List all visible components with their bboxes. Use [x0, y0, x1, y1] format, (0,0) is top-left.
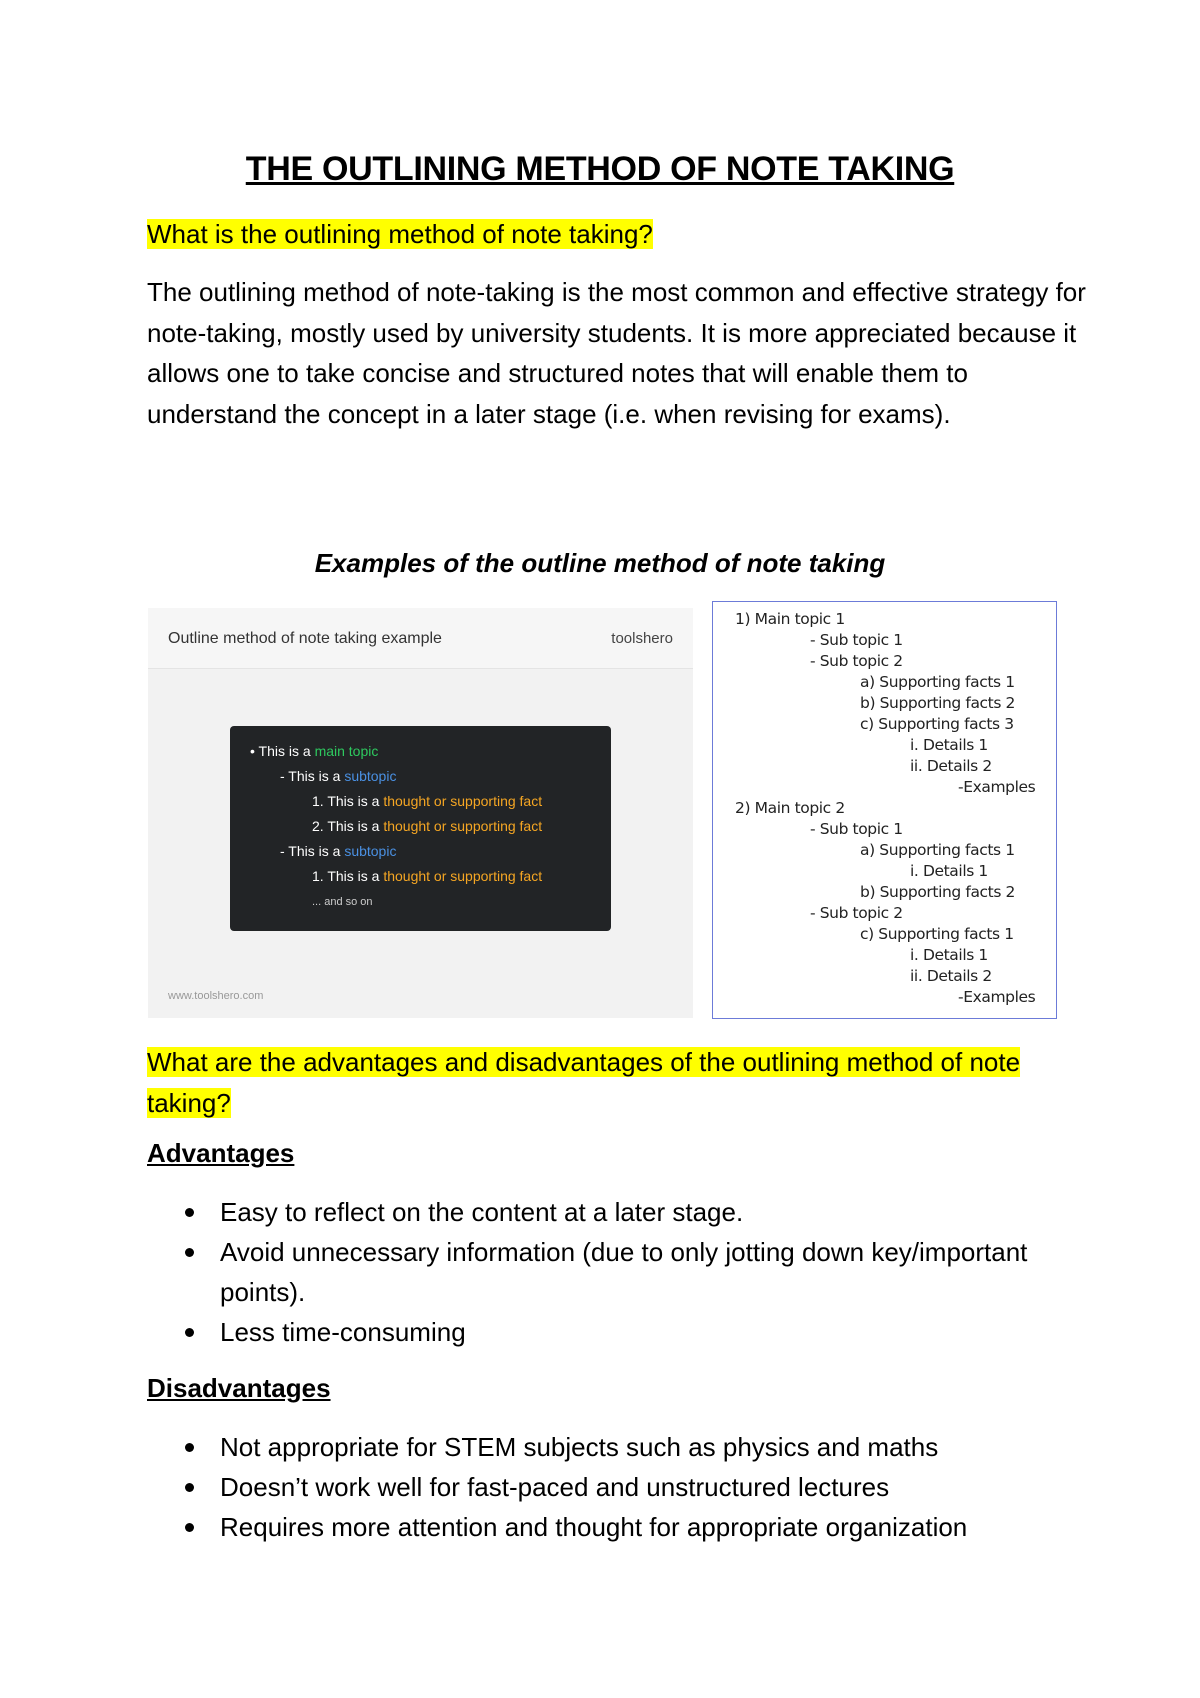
outline-line: - Sub topic 2: [810, 904, 903, 922]
outline-structure-box: [712, 601, 1057, 1019]
list-item: Not appropriate for STEM subjects such as physics and maths: [147, 1427, 1107, 1467]
bullet-icon: [185, 1443, 194, 1452]
list-item: Easy to reflect on the content at a later stage.: [147, 1192, 1107, 1232]
outline-line: c) Supporting facts 1: [860, 925, 1014, 943]
advantages-heading: Advantages: [147, 1138, 295, 1168]
document-title: THE OUTLINING METHOD OF NOTE TAKING: [245, 150, 955, 188]
outline-line: - Sub topic 2: [810, 652, 903, 670]
outline-line: i. Details 1: [910, 862, 988, 880]
advantages-list: [147, 1192, 1107, 1352]
intro-paragraph: The outlining method of note-taking is the most common and effective strategy for note-taking, mostly used by university students. It is more appreciated because it allows one to take concise and structured notes that will enable them to understand the concept in a later stage (i.e. when revising for exams).: [147, 277, 1086, 429]
outline-line: -Examples: [958, 988, 1036, 1006]
outline-line: 1) Main topic 1: [735, 610, 845, 628]
outline-line: - Sub topic 1: [810, 820, 903, 838]
example-line-and-so-on: ... and so on: [312, 896, 373, 908]
outline-line: i. Details 1: [910, 946, 988, 964]
examples-heading: Examples of the outline method of note taking: [314, 548, 886, 578]
example-image-footer: www.toolshero.com: [168, 990, 264, 1002]
bullet-icon: [185, 1248, 194, 1257]
example-line-subtopic: - This is a subtopic: [280, 768, 397, 784]
outline-line: ii. Details 2: [910, 757, 992, 775]
list-item: Requires more attention and thought for appropriate organization: [147, 1507, 1107, 1547]
list-item: Doesn’t work well for fast-paced and unstructured lectures: [147, 1467, 1107, 1507]
disadvantages-list: [147, 1427, 1107, 1547]
example-line-main-topic: • This is a main topic: [250, 743, 379, 759]
example-line-subtopic: - This is a subtopic: [280, 843, 397, 859]
example-line-fact: 1. This is a thought or supporting fact: [312, 868, 543, 884]
outline-line: ii. Details 2: [910, 967, 992, 985]
highlighted-question: What are the advantages and disadvantages of the outlining method of note taking?: [147, 1047, 1021, 1118]
outline-line: b) Supporting facts 2: [860, 883, 1016, 901]
example-image-brand: toolshero: [611, 630, 673, 647]
outline-line: a) Supporting facts 1: [860, 673, 1015, 691]
highlighted-question: What is the outlining method of note taking?: [147, 219, 653, 249]
bullet-icon: [185, 1483, 194, 1492]
outline-line: - Sub topic 1: [810, 631, 903, 649]
outline-line: -Examples: [958, 778, 1036, 796]
example-image-toolshero: [148, 608, 693, 1018]
outline-line: 2) Main topic 2: [735, 799, 845, 817]
disadvantages-heading: Disadvantages: [147, 1373, 331, 1403]
example-line-fact: 2. This is a thought or supporting fact: [312, 818, 543, 834]
bullet-icon: [185, 1208, 194, 1217]
list-item: Less time-consuming: [147, 1312, 1107, 1352]
outline-line: b) Supporting facts 2: [860, 694, 1016, 712]
example-image-title: Outline method of note taking example: [168, 630, 442, 647]
outline-line: c) Supporting facts 3: [860, 715, 1014, 733]
list-item: Avoid unnecessary information (due to only jotting down key/important points).: [147, 1232, 1107, 1312]
outline-line: a) Supporting facts 1: [860, 841, 1015, 859]
question-advantages-disadvantages: [147, 1042, 1087, 1123]
bullet-icon: [185, 1523, 194, 1532]
example-line-fact: 1. This is a thought or supporting fact: [312, 793, 543, 809]
question-what-is: [147, 216, 653, 252]
example-image-header: [148, 608, 693, 669]
bullet-icon: [185, 1328, 194, 1337]
outline-example-panel: [230, 726, 611, 931]
outline-line: i. Details 1: [910, 736, 988, 754]
